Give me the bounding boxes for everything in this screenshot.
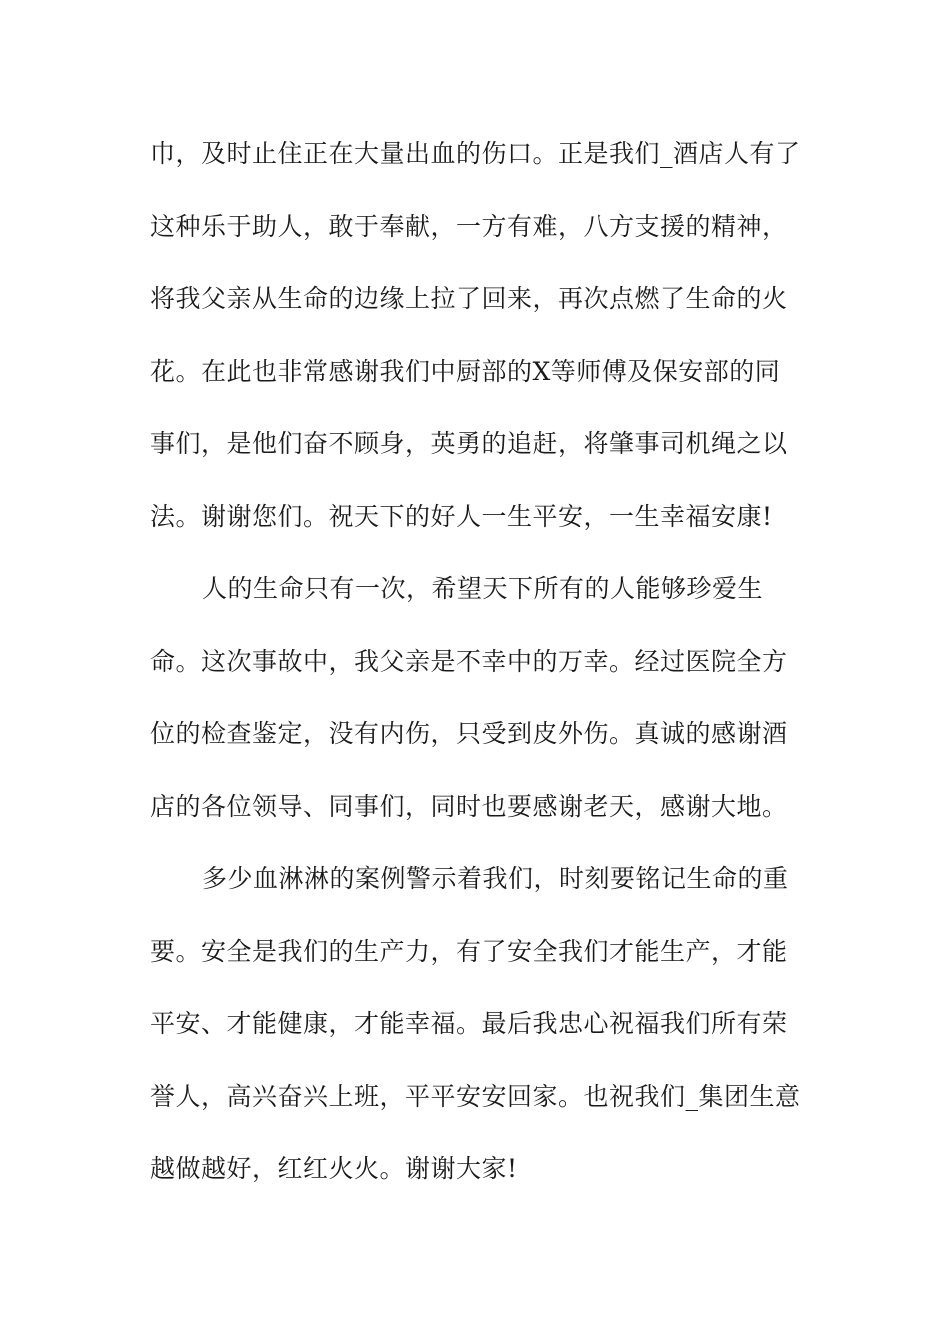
text-line: 位的检查鉴定，没有内伤，只受到皮外伤。真诚的感谢酒	[150, 719, 788, 748]
text-line: 事们，是他们奋不顾身，英勇的追赶，将肇事司机绳之以	[150, 429, 788, 458]
paragraph-first-line: 人的生命只有一次，希望天下所有的人能够珍爱生	[202, 574, 764, 603]
text-line: 平安、才能健康，才能幸福。最后我忠心祝福我们所有荣	[150, 1009, 788, 1038]
document-body	[150, 118, 810, 1206]
text-line: 巾，及时止住正在大量出血的伤口。正是我们_酒店人有了	[150, 139, 801, 168]
text-line: 这种乐于助人，敢于奉献，一方有难，八方支援的精神，	[150, 211, 788, 241]
text-line: 店的各位领导、同事们，同时也要感谢老天，感谢大地。	[150, 791, 788, 821]
text-line: 誉人，高兴奋兴上班，平平安安回家。也祝我们_集团生意	[150, 1081, 801, 1111]
text-line: 将我父亲从生命的边缘上拉了回来，再次点燃了生命的火	[150, 284, 788, 313]
text-line: 要。安全是我们的生产力，有了安全我们才能生产，才能	[150, 936, 788, 966]
text-line: 花。在此也非常感谢我们中厨部的X等师傅及保安部的同	[150, 356, 781, 386]
paragraph-first-line: 多少血淋淋的案例警示着我们，时刻要铭记生命的重	[202, 864, 789, 893]
text-line: 越做越好，红红火火。谢谢大家!	[150, 1154, 518, 1183]
text-line: 法。谢谢您们。祝天下的好人一生平安，一生幸福安康!	[150, 501, 773, 531]
text-line: 命。这次事故中，我父亲是不幸中的万幸。经过医院全方	[150, 646, 788, 676]
